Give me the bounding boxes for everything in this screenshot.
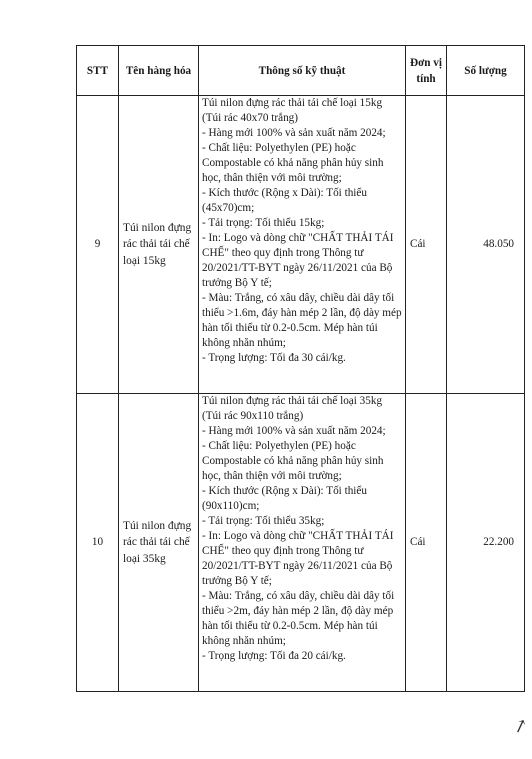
row-stt: 9 bbox=[77, 96, 119, 394]
row-unit: Cái bbox=[406, 96, 447, 394]
header-qty: Số lượng bbox=[447, 46, 525, 96]
row-name: Túi nilon đựng rác thải tái chế loại 15kg bbox=[119, 96, 199, 394]
spec-line: - Màu: Trắng, có xâu dây, chiều dài dây tối thiểu >1.6m, đáy hàn mép 2 lần, độ dày mép hàn tối thiểu từ 0.2-0.5cm. Mép hàn túi không nhăn nhúm; bbox=[202, 292, 402, 349]
table-row bbox=[77, 394, 525, 692]
row-name: Túi nilon đựng rác thải tái chế loại 35kg bbox=[119, 394, 199, 692]
spec-line: Túi nilon đựng rác thải tái chế loại 15kg bbox=[202, 97, 383, 109]
spec-line: - Hàng mới 100% và sản xuất năm 2024; bbox=[202, 425, 386, 437]
table-header-row bbox=[77, 46, 525, 96]
spec-line: - In: Logo và dòng chữ "CHẤT THẢI TÁI CHẾ" theo quy định trong Thông tư 20/2021/TT-BYT ngày 26/11/2021 của Bộ trưởng Bộ Y tế; bbox=[202, 530, 394, 587]
spec-line: - Hàng mới 100% và sản xuất năm 2024; bbox=[202, 127, 386, 139]
row-unit: Cái bbox=[406, 394, 447, 692]
spec-line: - Chất liệu: Polyethylen (PE) hoặc Compostable có khả năng phân hủy sinh học, thân thiện với môi trường; bbox=[202, 440, 384, 482]
header-stt: STT bbox=[77, 46, 119, 96]
spec-line: - In: Logo và dòng chữ "CHẤT THẢI TÁI CHẾ" theo quy định trong Thông tư 20/2021/TT-BYT ngày 26/11/2021 của Bộ trưởng Bộ Y tế; bbox=[202, 232, 394, 289]
row-qty: 22.200 bbox=[447, 394, 525, 692]
row-spec bbox=[199, 96, 406, 394]
spec-line: - Trọng lượng: Tối đa 30 cái/kg. bbox=[202, 352, 346, 364]
header-unit: Đơn vị tính bbox=[406, 46, 447, 96]
spec-line: - Kích thước (Rộng x Dài): Tối thiểu (45x70)cm; bbox=[202, 187, 367, 214]
spec-line: (Túi rác 90x110 trắng) bbox=[202, 410, 304, 422]
spec-line: - Kích thước (Rộng x Dài): Tối thiểu (90x110)cm; bbox=[202, 485, 367, 512]
spec-line: - Tải trọng: Tối thiểu 35kg; bbox=[202, 515, 325, 527]
goods-table bbox=[76, 45, 525, 692]
spec-line: (Túi rác 40x70 trắng) bbox=[202, 112, 298, 124]
spec-line: - Tải trọng: Tối thiểu 15kg; bbox=[202, 217, 325, 229]
spec-line: Túi nilon đựng rác thải tái chế loại 35kg bbox=[202, 395, 383, 407]
row-qty: 48.050 bbox=[447, 96, 525, 394]
row-spec bbox=[199, 394, 406, 692]
header-name: Tên hàng hóa bbox=[119, 46, 199, 96]
spec-line: - Màu: Trắng, có xâu dây, chiều dài dây tối thiểu >2m, đáy hàn mép 2 lần, độ dày mép hàn tối thiểu từ 0.2-0.5cm. Mép hàn túi không nhăn nhúm; bbox=[202, 590, 395, 647]
spec-line: - Trọng lượng: Tối đa 20 cái/kg. bbox=[202, 650, 346, 662]
table-row bbox=[77, 96, 525, 394]
handwritten-initial-mark: ↗ bbox=[509, 714, 531, 739]
header-spec: Thông số kỹ thuật bbox=[199, 46, 406, 96]
spec-line: - Chất liệu: Polyethylen (PE) hoặc Compostable có khả năng phân hủy sinh học, thân thiện với môi trường; bbox=[202, 142, 384, 184]
row-stt: 10 bbox=[77, 394, 119, 692]
